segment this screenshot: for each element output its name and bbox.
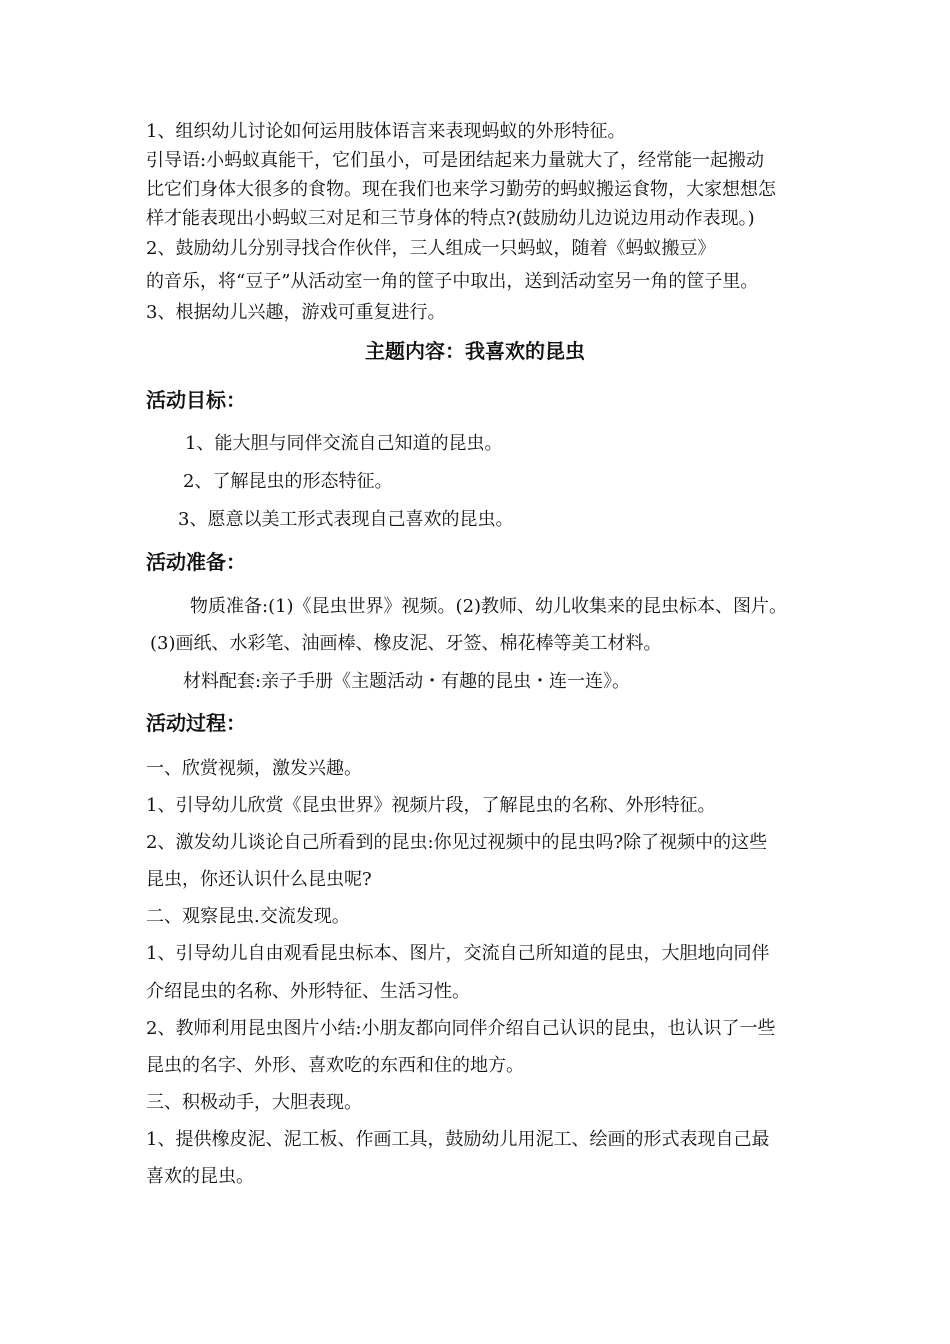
prep-line: (3)画纸、水彩笔、油画棒、橡皮泥、牙签、棉花棒等美工材料。 [150,633,662,654]
process-line: 三、积极动手，大胆表现。 [146,1092,362,1113]
paragraph-line: 1、组织幼儿讨论如何运用肢体语言来表现蚂蚁的外形特征。 [146,121,626,142]
prep-line: 材料配套:亲子手册《主题活动・有趣的昆虫・连一连》。 [183,671,631,692]
process-line: 介绍昆虫的名称、外形特征、生活习性。 [146,981,470,1002]
process-line: 1、提供橡皮泥、泥工板、作画工具，鼓励幼儿用泥工、绘画的形式表现自己最 [146,1129,770,1150]
process-line: 2、教师利用昆虫图片小结:小朋友都向同伴介绍自己认识的昆虫，也认识了一些 [146,1018,776,1039]
process-line: 二、观察昆虫.交流发现。 [146,906,350,927]
process-heading: 活动过程： [146,711,246,735]
process-line: 1、引导幼儿欣赏《昆虫世界》视频片段，了解昆虫的名称、外形特征。 [146,795,716,816]
process-line: 1、引导幼儿自由观看昆虫标本、图片，交流自己所知道的昆虫，大胆地向同伴 [146,943,770,964]
paragraph-line: 2、鼓励幼儿分别寻找合作伙伴，三人组成一只蚂蚁，随着《蚂蚁搬豆》 [146,238,716,259]
paragraph-line: 样才能表现出小蚂蚁三对足和三节身体的特点?(鼓励幼儿边说边用动作表现。) [146,208,755,229]
process-line: 喜欢的昆虫。 [146,1166,254,1187]
goal-item: 3、愿意以美工形式表现自己喜欢的昆虫。 [178,509,514,530]
paragraph-line: 3、根据幼儿兴趣，游戏可重复进行。 [146,302,446,323]
goal-item: 2、了解昆虫的形态特征。 [183,471,393,492]
process-line: 昆虫的名字、外形、喜欢吃的东西和住的地方。 [146,1055,524,1076]
process-line: 2、激发幼儿谈论自己所看到的昆虫:你见过视频中的昆虫吗?除了视频中的这些 [146,832,768,853]
prep-heading: 活动准备： [146,550,246,574]
paragraph-line: 比它们身体大很多的食物。现在我们也来学习勤劳的蚂蚁搬运食物，大家想想怎 [146,179,776,200]
process-line: 昆虫，你还认识什么昆虫呢? [146,869,372,890]
process-line: 一、欣赏视频，激发兴趣。 [146,758,362,779]
goals-heading: 活动目标： [146,388,246,412]
prep-line: 物质准备:(1)《昆虫世界》视频。(2)教师、幼儿收集来的昆虫标本、图片。 [190,596,788,617]
theme-title: 主题内容：我喜欢的昆虫 [365,339,585,363]
paragraph-line: 的音乐，将“豆子”从活动室一角的筐子中取出，送到活动室另一角的筐子里。 [146,271,759,292]
paragraph-line: 引导语:小蚂蚁真能干，它们虽小，可是团结起来力量就大了，经常能一起搬动 [146,150,765,171]
goal-item: 1、能大胆与同伴交流自己知道的昆虫。 [185,433,503,454]
